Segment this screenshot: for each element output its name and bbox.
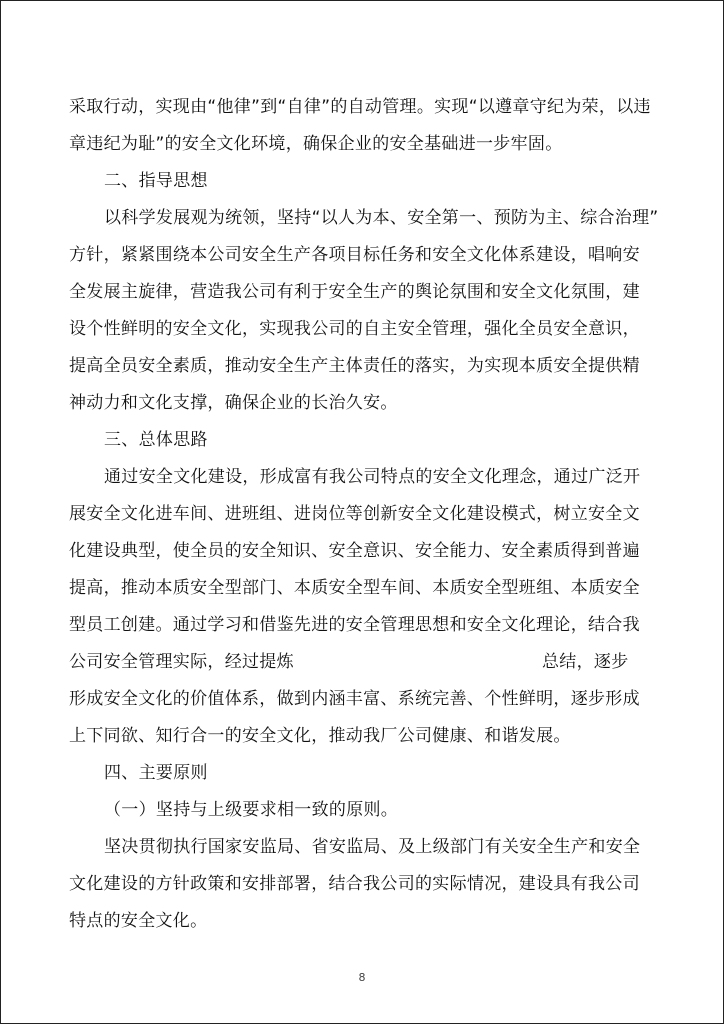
section-heading: 二、指导思想 bbox=[104, 171, 208, 191]
text-line: 展安全文化进车间、进班组、进岗位等创新安全文化建设模式，树立安全文 bbox=[69, 504, 640, 524]
text-line: 方针，紧紧围绕本公司安全生产各项目标任务和安全文化体系建设，唱响安 bbox=[69, 245, 640, 265]
text-line: 通过安全文化建设，形成富有我公司特点的安全文化理念，通过广泛开 bbox=[104, 467, 641, 487]
text-line: 坚决贯彻执行国家安监局、省安监局、及上级部门有关安全生产和安全 bbox=[104, 837, 641, 857]
text-line: 设个性鲜明的安全文化，实现我公司的自主安全管理，强化全员安全意识， bbox=[69, 319, 640, 339]
text-line: 总结，逐步 bbox=[542, 652, 629, 672]
text-line: 全发展主旋律，营造我公司有利于安全生产的舆论氛围和安全文化氛围，建 bbox=[69, 282, 640, 302]
text-line: 采取行动，实现由“他律”到“自律”的自动管理。实现“以遵章守纪为荣，以违 bbox=[69, 97, 651, 117]
text-line: 化建设典型，使全员的安全知识、安全意识、安全能力、安全素质得到普遍 bbox=[69, 541, 640, 561]
subsection-heading: （一）坚持与上级要求相一致的原则。 bbox=[104, 800, 399, 820]
text-line: 特点的安全文化。 bbox=[69, 911, 208, 931]
text-line: 型员工创建。通过学习和借鉴先进的安全管理思想和安全文化理论，结合我 bbox=[69, 615, 640, 635]
text-line: 公司安全管理实际，经过提炼 bbox=[69, 652, 294, 672]
page-number: 8 bbox=[358, 971, 366, 984]
section-heading: 四、主要原则 bbox=[104, 763, 208, 783]
text-line: 以科学发展观为统领，坚持“以人为本、安全第一、预防为主、综合治理” bbox=[104, 208, 659, 228]
section-heading: 三、总体思路 bbox=[104, 430, 208, 450]
text-line: 神动力和文化支撑，确保企业的长治久安。 bbox=[69, 393, 398, 413]
text-line: 形成安全文化的价值体系，做到内涵丰富、系统完善、个性鲜明，逐步形成 bbox=[69, 689, 640, 709]
text-line: 上下同欲、知行合一的安全文化，推动我厂公司健康、和谐发展。 bbox=[69, 726, 571, 746]
text-line: 章违纪为耻”的安全文化环境，确保企业的安全基础进一步牢固。 bbox=[69, 134, 563, 154]
text-line: 提高全员安全素质，推动安全生产主体责任的落实，为实现本质安全提供精 bbox=[69, 356, 640, 376]
text-line: 文化建设的方针政策和安排部署，结合我公司的实际情况，建设具有我公司 bbox=[69, 874, 640, 894]
text-line: 提高，推动本质安全型部门、本质安全型车间、本质安全型班组、本质安全 bbox=[69, 578, 640, 598]
